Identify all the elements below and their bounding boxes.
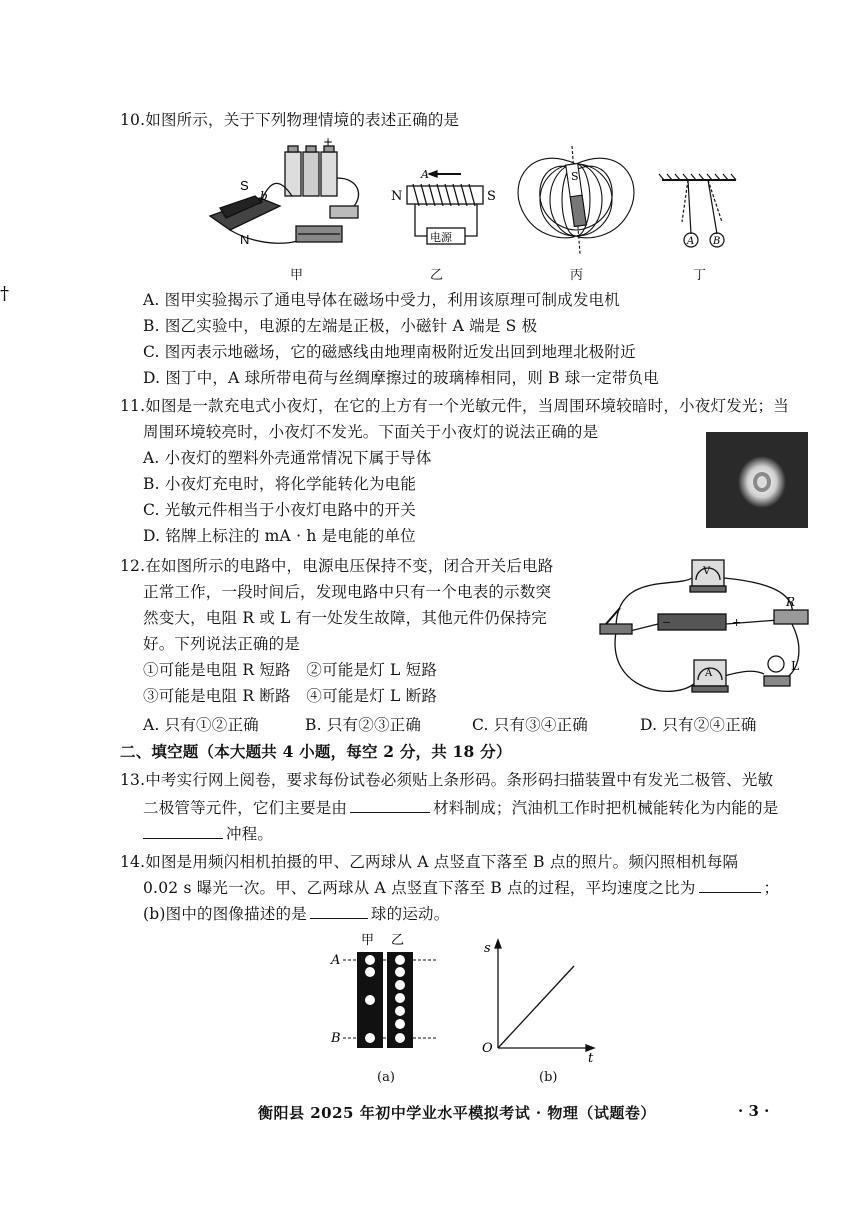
q13-blank-1[interactable] xyxy=(350,811,430,813)
fig-b-caption: (b) xyxy=(539,1070,558,1085)
fig-yi-s: S xyxy=(487,189,496,204)
fig-ding-charged-balls xyxy=(658,172,740,252)
page-number: · 3 · xyxy=(738,1102,770,1120)
fig-a-yi-label: 乙 xyxy=(391,933,405,948)
q14-fig-b-st-graph xyxy=(478,938,598,1064)
fig-b-t-axis: t xyxy=(588,1051,594,1064)
q13-line3-text: 冲程。 xyxy=(226,825,274,843)
fig-yi-a: A xyxy=(421,168,429,181)
q12-option-b: B. 只有②③正确 xyxy=(305,716,422,734)
q11-option-b: B. 小夜灯充电时，将化学能转化为电能 xyxy=(143,475,417,493)
q13-line2-part1: 二极管等元件，它们主要是由 xyxy=(143,799,348,817)
q13-line1: 13.中考实行网上阅卷，要求每份试卷必须贴上条形码。条形码扫描装置中有发光二极管、光敏 xyxy=(120,771,774,789)
q12-statement-3-4: ③可能是电阻 R 断路 ④可能是灯 L 断路 xyxy=(143,687,438,705)
q14-line3 xyxy=(143,902,449,924)
q13-blank-2[interactable] xyxy=(143,837,223,839)
q12-stem-line4: 好。下列说法正确的是 xyxy=(143,635,301,653)
fig-bing-earth-magnetic-field xyxy=(512,140,640,260)
q14-line2 xyxy=(143,876,779,898)
page-footer: 衡阳县 2025 年初中学业水平模拟考试 · 物理（试题卷） xyxy=(258,1104,656,1122)
q13-line2-part2: 材料制成；汽油机工作时把机械能转化为内能的是 xyxy=(433,799,779,817)
q12-stem-line2: 正常工作，一段时间后，发现电路中只有一个电表的示数突 xyxy=(143,583,552,601)
margin-mark: † xyxy=(0,283,9,304)
fig-a-point-a: A xyxy=(331,953,341,968)
q14-fig-a-strobe-photo xyxy=(325,924,445,1054)
fig-ding-caption: 丁 xyxy=(693,268,707,283)
q14-line3-part1: (b)图中的图像描述的是 xyxy=(143,905,307,923)
fig-a-jia-label: 甲 xyxy=(361,933,375,948)
circuit-lamp-label: L xyxy=(791,659,799,673)
section2-heading: 二、填空题（本大题共 4 小题，每空 2 分，共 18 分） xyxy=(120,742,512,761)
q14-blank-1[interactable] xyxy=(699,891,761,893)
circuit-ammeter-label: A xyxy=(705,668,713,679)
fig-bing-s: S xyxy=(571,170,579,183)
fig-b-origin: O xyxy=(482,1041,493,1056)
fig-b-s-axis: s xyxy=(484,941,491,956)
circuit-resistor-label: R xyxy=(786,595,796,609)
q12-stem-line1: 12.在如图所示的电路中，电源电压保持不变，闭合开关后电路 xyxy=(120,557,554,575)
fig-bing-caption: 丙 xyxy=(570,268,584,283)
q10-option-c: C. 图丙表示地磁场，它的磁感线由地理南极附近发出回到地理北极附近 xyxy=(143,343,636,361)
q10-option-a: A. 图甲实验揭示了通电导体在磁场中受力，利用该原理可制成发电机 xyxy=(143,291,620,309)
fig-jia-plus: + xyxy=(323,138,334,149)
circuit-battery-plus: + xyxy=(732,616,742,629)
q14-line2-part1: 0.02 s 曝光一次。甲、乙两球从 A 点竖直下落至 B 点的过程，平均速度之比为 xyxy=(143,879,696,897)
q10-stem: 10.如图所示，关于下列物理情境的表述正确的是 xyxy=(120,111,460,129)
q13-line3 xyxy=(143,822,273,844)
fig-yi-solenoid xyxy=(385,166,505,258)
q14-blank-2[interactable] xyxy=(310,917,368,919)
fig-jia-motor-apparatus xyxy=(200,138,380,256)
q14-line1: 14.如图是用频闪相机拍摄的甲、乙两球从 A 点竖直下落至 B 点的照片。频闪照相机每隔 xyxy=(120,853,739,871)
q13-line2 xyxy=(143,796,779,818)
fig-a-caption: (a) xyxy=(377,1070,395,1085)
fig-a-point-b: B xyxy=(331,1031,341,1046)
q11-option-c: C. 光敏元件相当于小夜灯电路中的开关 xyxy=(143,501,416,519)
q12-option-a: A. 只有①②正确 xyxy=(143,716,259,734)
q12-stem-line3: 然变大，电阻 R 或 L 有一处发生故障，其他元件仍保持完 xyxy=(143,609,547,627)
fig-jia-caption: 甲 xyxy=(290,268,304,283)
fig-yi-source-label: 电源 xyxy=(430,231,452,244)
circuit-battery-minus: − xyxy=(662,616,672,629)
q10-option-d: D. 图丁中，A 球所带电荷与丝绸摩擦过的玻璃棒相同，则 B 球一定带负电 xyxy=(143,369,659,387)
fig-yi-n: N xyxy=(391,189,403,204)
q14-line2-part2: ； xyxy=(763,879,780,897)
q10-option-b: B. 图乙实验中，电源的左端是正极，小磁针 A 端是 S 极 xyxy=(143,317,538,335)
q11-stem-line2: 周围环境较亮时，小夜灯不发光。下面关于小夜灯的说法正确的是 xyxy=(143,423,599,441)
q12-statement-1-2: ①可能是电阻 R 短路 ②可能是灯 L 短路 xyxy=(143,661,438,679)
fig-yi-caption: 乙 xyxy=(430,268,444,283)
night-light-photo xyxy=(706,432,808,528)
fig-ding-ball-b: B xyxy=(713,236,721,247)
fig-jia-s: S xyxy=(240,178,249,193)
fig-jia-n: N xyxy=(240,232,250,247)
q12-option-c: C. 只有③④正确 xyxy=(472,716,588,734)
circuit-voltmeter-label: V xyxy=(703,566,711,577)
q11-option-a: A. 小夜灯的塑料外壳通常情况下属于导体 xyxy=(143,449,432,467)
q11-option-d: D. 铭牌上标注的 mA · h 是电能的单位 xyxy=(143,527,416,545)
fig-ding-ball-a: A xyxy=(687,236,695,247)
q14-line3-part2: 球的运动。 xyxy=(370,905,450,923)
q12-circuit-diagram xyxy=(596,552,814,712)
fig-jia-b: b xyxy=(260,189,268,203)
q11-stem-line1: 11.如图是一款充电式小夜灯，在它的上方有一个光敏元件，当周围环境较暗时，小夜灯发光；当 xyxy=(120,397,789,415)
q12-option-d: D. 只有②④正确 xyxy=(640,716,757,734)
